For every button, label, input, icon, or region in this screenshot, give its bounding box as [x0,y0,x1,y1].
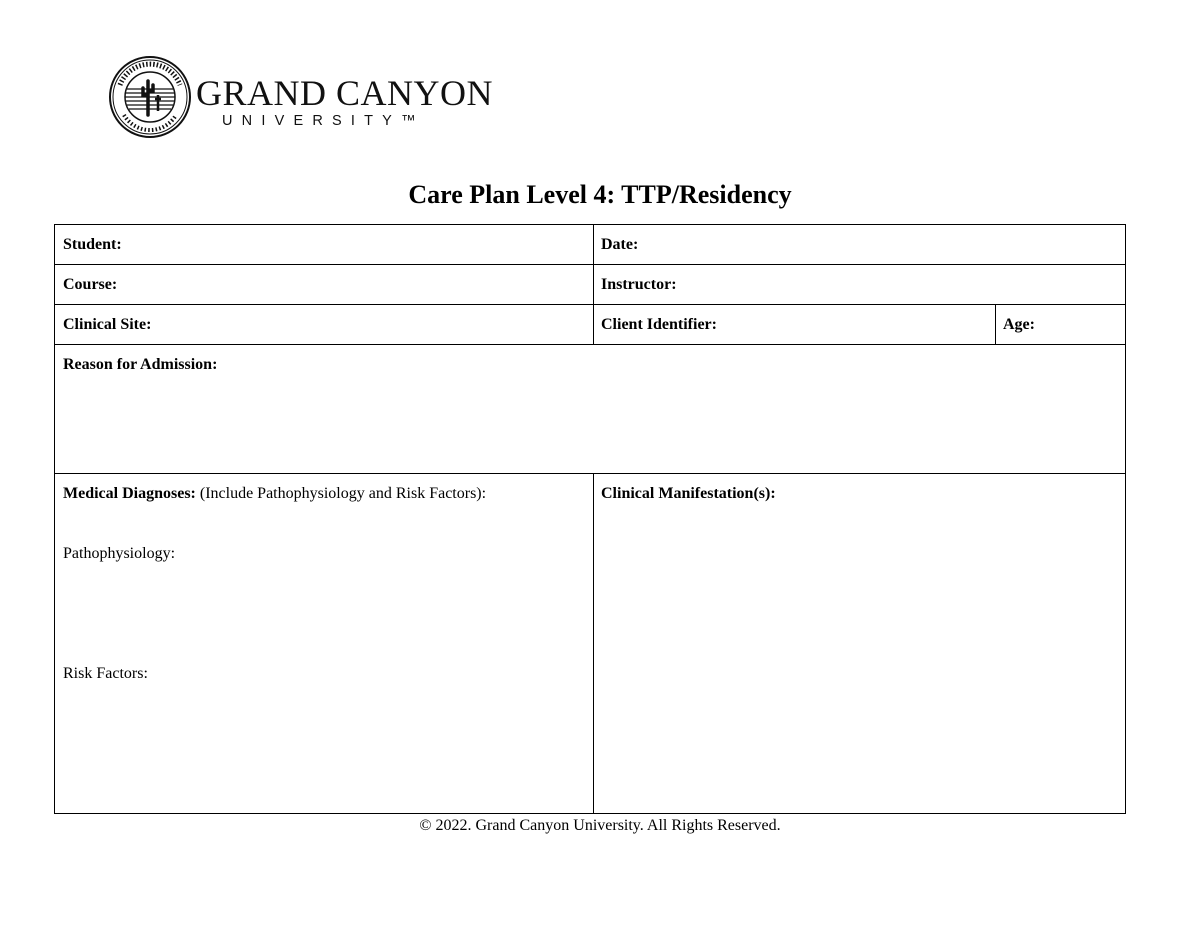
reason-for-admission-label: Reason for Admission: [63,356,218,373]
clinical-site-field[interactable] [55,305,593,344]
course-label: Course: [63,276,118,293]
student-label: Student: [63,236,122,253]
clinical-manifestations-label: Clinical Manifestation(s): [601,485,776,502]
copyright-footer: © 2022. Grand Canyon University. All Rights Reserved. [419,817,781,834]
reason-for-admission-field[interactable] [55,345,1125,473]
logo-subtitle: UNIVERSITY™ [222,113,425,129]
age-label: Age: [1003,316,1035,333]
instructor-label: Instructor: [601,276,677,293]
logo-name: GRAND CANYON [196,73,494,113]
client-identifier-field[interactable] [594,305,995,344]
medical-diagnoses-heading [63,484,585,504]
university-seal-icon [108,55,192,139]
medical-diagnoses-note: (Include Pathophysiology and Risk Factors): [195,485,487,502]
age-field[interactable] [996,305,1125,344]
page-title: Care Plan Level 4: TTP/Residency [408,180,792,209]
medical-diagnoses-field[interactable] [55,474,593,813]
clinical-manifestations-field[interactable] [594,474,1125,813]
date-field[interactable] [594,225,1125,264]
medical-diagnoses-label: Medical Diagnoses: [63,485,196,502]
student-field[interactable] [55,225,593,264]
logo-wordmark [196,75,496,129]
clinical-site-label: Clinical Site: [63,316,152,333]
risk-factors-label: Risk Factors: [63,665,148,682]
university-logo [108,55,494,140]
pathophysiology-label: Pathophysiology: [63,545,176,562]
client-identifier-label: Client Identifier: [601,316,717,333]
care-plan-table [54,224,1126,814]
instructor-field[interactable] [594,265,1125,304]
course-field[interactable] [55,265,593,304]
date-label: Date: [601,236,639,253]
